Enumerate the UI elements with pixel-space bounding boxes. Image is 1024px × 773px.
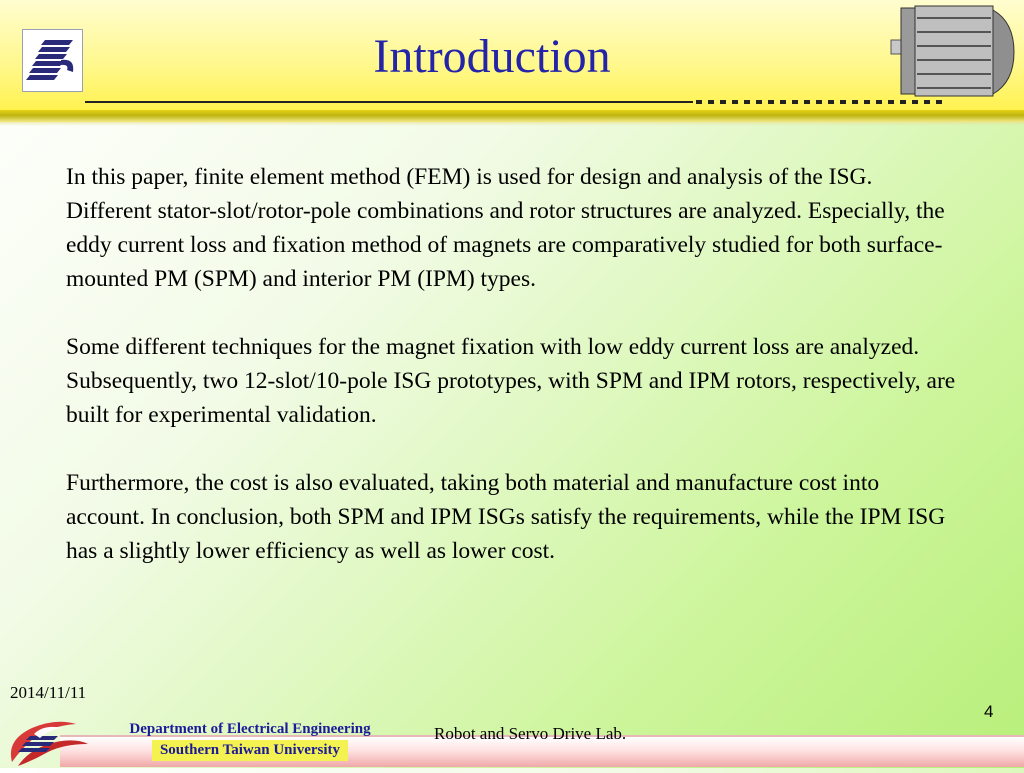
department-name: Department of Electrical Engineering [129,721,371,737]
lab-name: Robot and Servo Drive Lab. [434,724,627,743]
page-number: 4 [984,702,994,721]
department-block [100,719,400,761]
paragraph-fem-analysis: In this paper, finite element method (FEM) is used for design and analysis of the ISG. Different stator-slot/rotor-pole combinations and rotor structures are analyzed. Especially, the eddy current loss and fixation method of magnets are comparatively studied for both surface-mounted PM (SPM) and interior PM (IPM) types. [66,164,945,292]
university-swoosh-logo-icon [4,714,90,768]
slide-title: Introduction [373,30,611,83]
slide-body [66,160,956,568]
university-name: Southern Taiwan University [152,740,348,761]
slide-date: 2014/11/11 [10,683,87,702]
header-shadow [0,110,1024,126]
paragraph-cost-conclusion: Furthermore, the cost is also evaluated, taking both material and manufacture cost into account. In conclusion, both SPM and IPM ISGs satisfy the requirements, while the IPM ISG has a slightly lower efficiency as well as lower cost. [66,470,946,564]
paragraph-magnet-fixation: Some different techniques for the magnet fixation with low eddy current loss are analyzed. Subsequently, two 12-slot/10-pole ISG prototypes, with SPM and IPM rotors, respectively, are built for experimental validation. [66,334,956,428]
title-underline [85,101,693,103]
electric-motor-icon [888,2,1018,102]
